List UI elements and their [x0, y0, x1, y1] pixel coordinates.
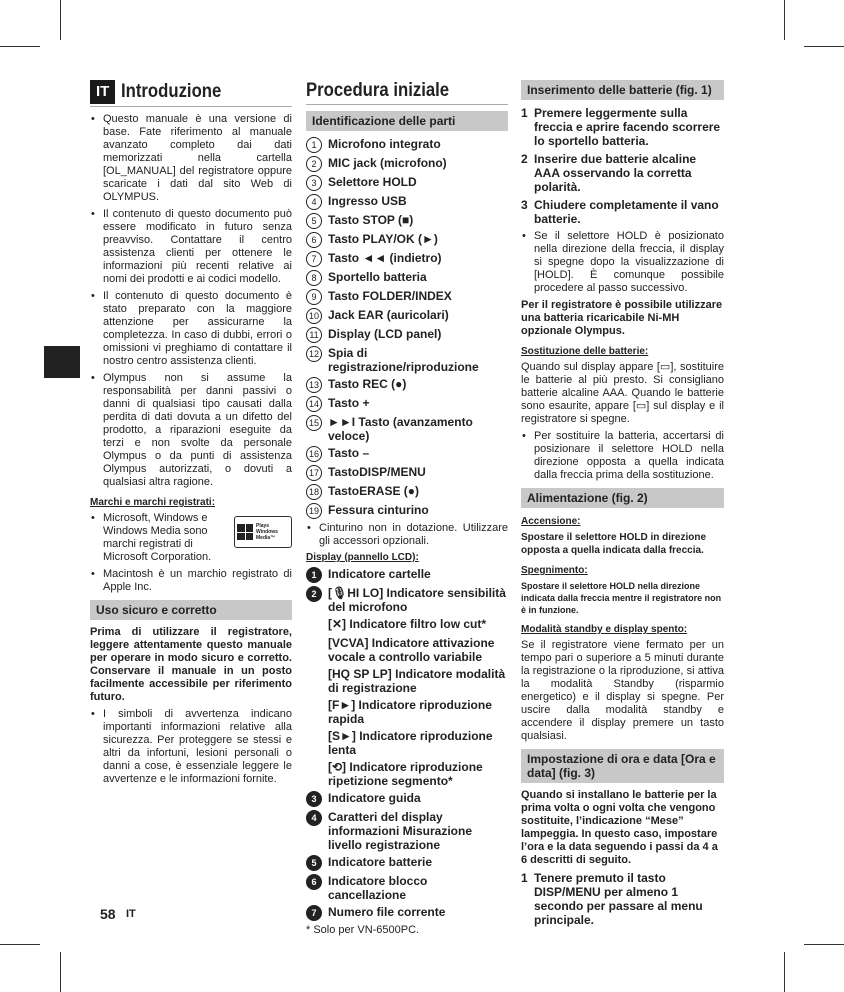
- column-batterie: [521, 80, 724, 931]
- item-label: ►►I Tasto (avanzamento veloce): [328, 415, 473, 443]
- list-item: [306, 729, 508, 757]
- list-item: [306, 137, 508, 153]
- item-label: Fessura cinturino: [328, 503, 429, 517]
- standby-heading: Modalità standby e display spento:: [521, 624, 688, 635]
- list-item: [306, 874, 508, 902]
- item-label: MIC jack (microfono): [328, 156, 447, 170]
- display-list: [306, 567, 508, 921]
- list-item: [306, 810, 508, 852]
- item-label: Selettore HOLD: [328, 175, 417, 189]
- item-label: [F►] Indicatore riproduzione rapida: [328, 698, 492, 726]
- item-label: TastoERASE (●): [328, 484, 420, 498]
- item-label: Jack EAR (auricolari): [328, 308, 449, 322]
- list-item: [306, 855, 508, 871]
- replace-heading: Sostituzione delle batterie:: [521, 346, 649, 357]
- page-number: 58: [100, 906, 116, 922]
- page-language: IT: [126, 908, 136, 920]
- list-item: [306, 194, 508, 210]
- trademarks-heading: Marchi e marchi registrati:: [90, 497, 216, 508]
- list-item: [306, 377, 508, 393]
- list-item: [306, 415, 508, 443]
- list-item: [306, 698, 508, 726]
- replace-list: [521, 430, 724, 482]
- intro-list: [90, 113, 292, 489]
- item-number: 6: [306, 232, 322, 248]
- step-text: Premere leggermente sulla freccia e aprire facendo scorrere lo sportello batteria.: [534, 106, 721, 148]
- list-item: [306, 465, 508, 481]
- list-item: • Cinturino non in dotazione. Utilizzare gli accessori opzionali.: [306, 522, 508, 548]
- list-item: [90, 512, 292, 564]
- item-number: 7: [306, 905, 322, 921]
- list-item: [306, 586, 508, 614]
- windows-media-logo: [234, 516, 292, 548]
- item-label: Spia di registrazione/riproduzione: [328, 346, 479, 374]
- crop-mark: [804, 944, 844, 945]
- nimh-note: Per il registratore è possibile utilizzare una batteria ricaricabile Ni-MH opzionale Olympus.: [521, 299, 723, 337]
- item-number: 18: [306, 484, 322, 500]
- list-item: [306, 396, 508, 412]
- list-item: [306, 327, 508, 343]
- trademark-text: • Microsoft, Windows e Windows Media sono marchi registrati di Microsoft Corporation.: [103, 512, 212, 563]
- item-label: Tasto ◄◄ (indietro): [328, 251, 442, 265]
- language-badge: IT: [90, 80, 115, 104]
- item-label: [VCVA] Indicatore attivazione vocale a controllo variabile: [328, 636, 495, 664]
- date-heading: Impostazione di ora e data [Ora e data] (fig. 3): [521, 749, 724, 783]
- item-number: 19: [306, 503, 322, 519]
- section-tab-marker: [44, 346, 80, 378]
- battery-step: [521, 152, 724, 194]
- battery-steps: [521, 106, 724, 226]
- list-item: [306, 636, 508, 664]
- date-intro: Quando si installano le batterie per la prima volta o ogni volta che vengono sostituite, l’indicazione “Mese” lampeggia. In questo caso, impostare l’ora e la data seguendo i passi da 4 a 6 descritti di seguito.: [521, 789, 718, 866]
- item-label: Ingresso USB: [328, 194, 407, 208]
- item-label: Tasto REC (●): [328, 377, 407, 391]
- step-text: Tenere premuto il tasto DISP/MENU per almeno 1 secondo per passare al menu principale.: [534, 871, 703, 927]
- list-item: [306, 251, 508, 267]
- item-label: Numero file corrente: [328, 905, 446, 919]
- item-number: 4: [306, 194, 322, 210]
- item-label: Display (LCD panel): [328, 327, 442, 341]
- item-number: 8: [306, 270, 322, 286]
- crop-mark: [0, 944, 40, 945]
- footnote: * Solo per VN-6500PC.: [306, 924, 420, 936]
- item-label: Tasto +: [328, 396, 370, 410]
- list-item: [306, 791, 508, 807]
- list-item: [306, 156, 508, 172]
- list-item: [306, 667, 508, 695]
- list-item: • Macintosh è un marchio registrato di Apple Inc.: [90, 568, 292, 594]
- item-label: Tasto PLAY/OK (►): [328, 232, 438, 246]
- item-label: [✕] Indicatore filtro low cut*: [328, 617, 487, 631]
- list-item: [306, 760, 508, 788]
- display-heading: Display (pannello LCD):: [306, 552, 419, 563]
- date-step: [521, 871, 724, 927]
- list-item: • Questo manuale è una versione di base. Fate riferimento al manuale avanzato completo dai dati memorizzati nella cartella [OL_MANUAL] del registratore oppure scaricate i dati dal sito Web di OLYMPUS.: [90, 113, 292, 204]
- battery-step: [521, 198, 724, 226]
- item-label: Indicatore guida: [328, 791, 421, 805]
- item-label: Tasto FOLDER/INDEX: [328, 289, 452, 303]
- item-number: 3: [306, 791, 322, 807]
- item-label: Sportello batteria: [328, 270, 427, 284]
- crop-mark: [0, 46, 40, 47]
- logo-line: Media™: [256, 535, 276, 541]
- item-number: 15: [306, 415, 322, 431]
- list-item: [306, 484, 508, 500]
- on-text: Spostare il selettore HOLD in direzione opposta a quella indicata dalla freccia.: [521, 532, 707, 556]
- battery-heading: Inserimento delle batterie (fig. 1): [521, 80, 724, 100]
- parts-list: [306, 137, 508, 519]
- list-item: [306, 346, 508, 374]
- step-number: 1: [521, 871, 528, 885]
- step-text: Inserire due batterie alcaline AAA osservando la corretta polarità.: [534, 152, 697, 194]
- section-title: [90, 80, 292, 107]
- logo-line: Windows: [256, 529, 278, 535]
- item-number: 12: [306, 346, 322, 362]
- off-text: Spostare il selettore HOLD nella direzione indicata dalla freccia mentre il registratore non è in funzione.: [521, 581, 722, 615]
- item-label: Microfono integrato: [328, 137, 441, 151]
- item-number: 5: [306, 213, 322, 229]
- trademarks-list: [90, 512, 292, 594]
- item-number: 4: [306, 810, 322, 826]
- step-number: 3: [521, 198, 528, 212]
- standby-text: Se il registratore viene fermato per un tempo pari o superiore a 5 minuti durante la registrazione o la riproduzione, si attiva la modalità Standby (risparmio energetico) e il display si spegne. Per uscire dalla modalità standby e accendere il display premere un tasto qualsiasi.: [521, 639, 724, 742]
- item-label: [🎙HI LO] Indicatore sensibilità del microfono: [328, 586, 506, 614]
- power-heading: Alimentazione (fig. 2): [521, 488, 724, 508]
- item-label: [S►] Indicatore riproduzione lenta: [328, 729, 493, 757]
- item-number: 3: [306, 175, 322, 191]
- list-item: [306, 270, 508, 286]
- safety-intro: Prima di utilizzare il registratore, leggere attentamente questo manuale per operare in modo sicuro e corretto. Conservare il manuale in un posto facilmente accessibile per riferimento futuro.: [90, 626, 292, 703]
- safety-heading: Uso sicuro e corretto: [90, 600, 292, 620]
- item-number: 2: [306, 156, 322, 172]
- item-number: 9: [306, 289, 322, 305]
- item-label: Indicatore cartelle: [328, 567, 431, 581]
- list-item: • Il contenuto di questo documento è stato preparato con la maggiore attenzione per assicurarne la completezza. In caso di dubbi, errori o omissioni vi preghiamo di contattare il nostro centro assistenza clienti.: [90, 290, 292, 368]
- list-item: [306, 175, 508, 191]
- windows-flag-icon: [237, 524, 253, 540]
- list-item: • I simboli di avvertenza indicano importanti informazioni relative alla sicurezza. Per proteggere se stessi e altri da infortuni, lesioni personali o danni a cose, è essenziale leggere le avvertenze e le informazioni fornite.: [90, 708, 292, 786]
- column-introduzione: [90, 80, 292, 790]
- item-number: 2: [306, 586, 322, 602]
- list-item: [306, 503, 508, 519]
- crop-mark: [784, 0, 785, 40]
- page-title: Introduzione: [121, 81, 222, 102]
- step-text: Chiudere completamente il vano batterie.: [534, 198, 719, 226]
- logo-line: Plays: [256, 523, 270, 529]
- item-label: [HQ SP LP] Indicatore modalità di registrazione: [328, 667, 506, 695]
- item-number: 16: [306, 446, 322, 462]
- item-label: Caratteri del display informazioni Misurazione livello registrazione: [328, 810, 473, 852]
- crop-mark: [60, 952, 61, 992]
- parts-heading: Identificazione delle parti: [306, 111, 508, 131]
- item-number: 13: [306, 377, 322, 393]
- list-item: [306, 567, 508, 583]
- crop-mark: [784, 952, 785, 992]
- item-number: 1: [306, 567, 322, 583]
- item-label: Tasto –: [328, 446, 370, 460]
- list-item: [306, 232, 508, 248]
- item-number: 10: [306, 308, 322, 324]
- item-number: 11: [306, 327, 322, 343]
- list-item: [306, 446, 508, 462]
- item-label: Indicatore batterie: [328, 855, 433, 869]
- crop-mark: [60, 0, 61, 40]
- item-number: 6: [306, 874, 322, 890]
- section-title: [306, 80, 508, 105]
- parts-note-list: [306, 522, 508, 548]
- replace-text: Quando sul display appare [▭], sostituire le batterie al più presto. Si consigliano batterie alcaline AAA. Quando le batterie sono esaurite, appare [▭] sul display e il registratore si spegne.: [521, 361, 724, 425]
- item-number: 1: [306, 137, 322, 153]
- on-heading: Accensione:: [521, 516, 581, 527]
- item-label: Tasto STOP (■): [328, 213, 414, 227]
- list-item: • Il contenuto di questo documento può essere modificato in futuro senza preavviso. Contattare il centro assistenza clienti per ottenere le informazioni più recenti relative ai nomi dei prodotti e ai codici modello.: [90, 208, 292, 286]
- item-label: TastoDISP/MENU: [328, 465, 426, 479]
- column-procedura: [306, 80, 508, 941]
- item-number: 17: [306, 465, 322, 481]
- item-label: Indicatore blocco cancellazione: [328, 874, 428, 902]
- step-number: 2: [521, 152, 528, 166]
- hold-note-list: [521, 230, 724, 295]
- item-number: 14: [306, 396, 322, 412]
- list-item: [306, 213, 508, 229]
- list-item: • Olympus non si assume la responsabilità per danni passivi o danni di qualsiasi tipo causati dalla perdita di dati dovuta a un difetto del prodotto, a riparazioni eseguite da terzi e non svolte da personale Olympus o da punti di assistenza Olympus autorizzati, o dovuti a qualsiasi altra ragione.: [90, 372, 292, 489]
- battery-step: [521, 106, 724, 148]
- list-item: [306, 289, 508, 305]
- list-item: [306, 617, 508, 633]
- step-number: 1: [521, 106, 528, 120]
- section-heading: Procedura iniziale: [306, 80, 450, 101]
- list-item: • Per sostituire la batteria, accertarsi di posizionare il selettore HOLD nella direzione opposta a quella indicata dalla freccia prima della sostituzione.: [521, 430, 724, 482]
- off-heading: Spegnimento:: [521, 565, 588, 576]
- list-item: • Se il selettore HOLD è posizionato nella direzione della freccia, il display si spegne dopo la visualizzazione di [HOLD]. È comunque possibile procedere al passo successivo.: [521, 230, 724, 295]
- list-item: [306, 308, 508, 324]
- crop-mark: [804, 46, 844, 47]
- item-label: [⟲] Indicatore riproduzione ripetizione segmento*: [328, 760, 483, 788]
- safety-list: [90, 708, 292, 786]
- item-number: 5: [306, 855, 322, 871]
- list-item: [306, 905, 508, 921]
- item-number: 7: [306, 251, 322, 267]
